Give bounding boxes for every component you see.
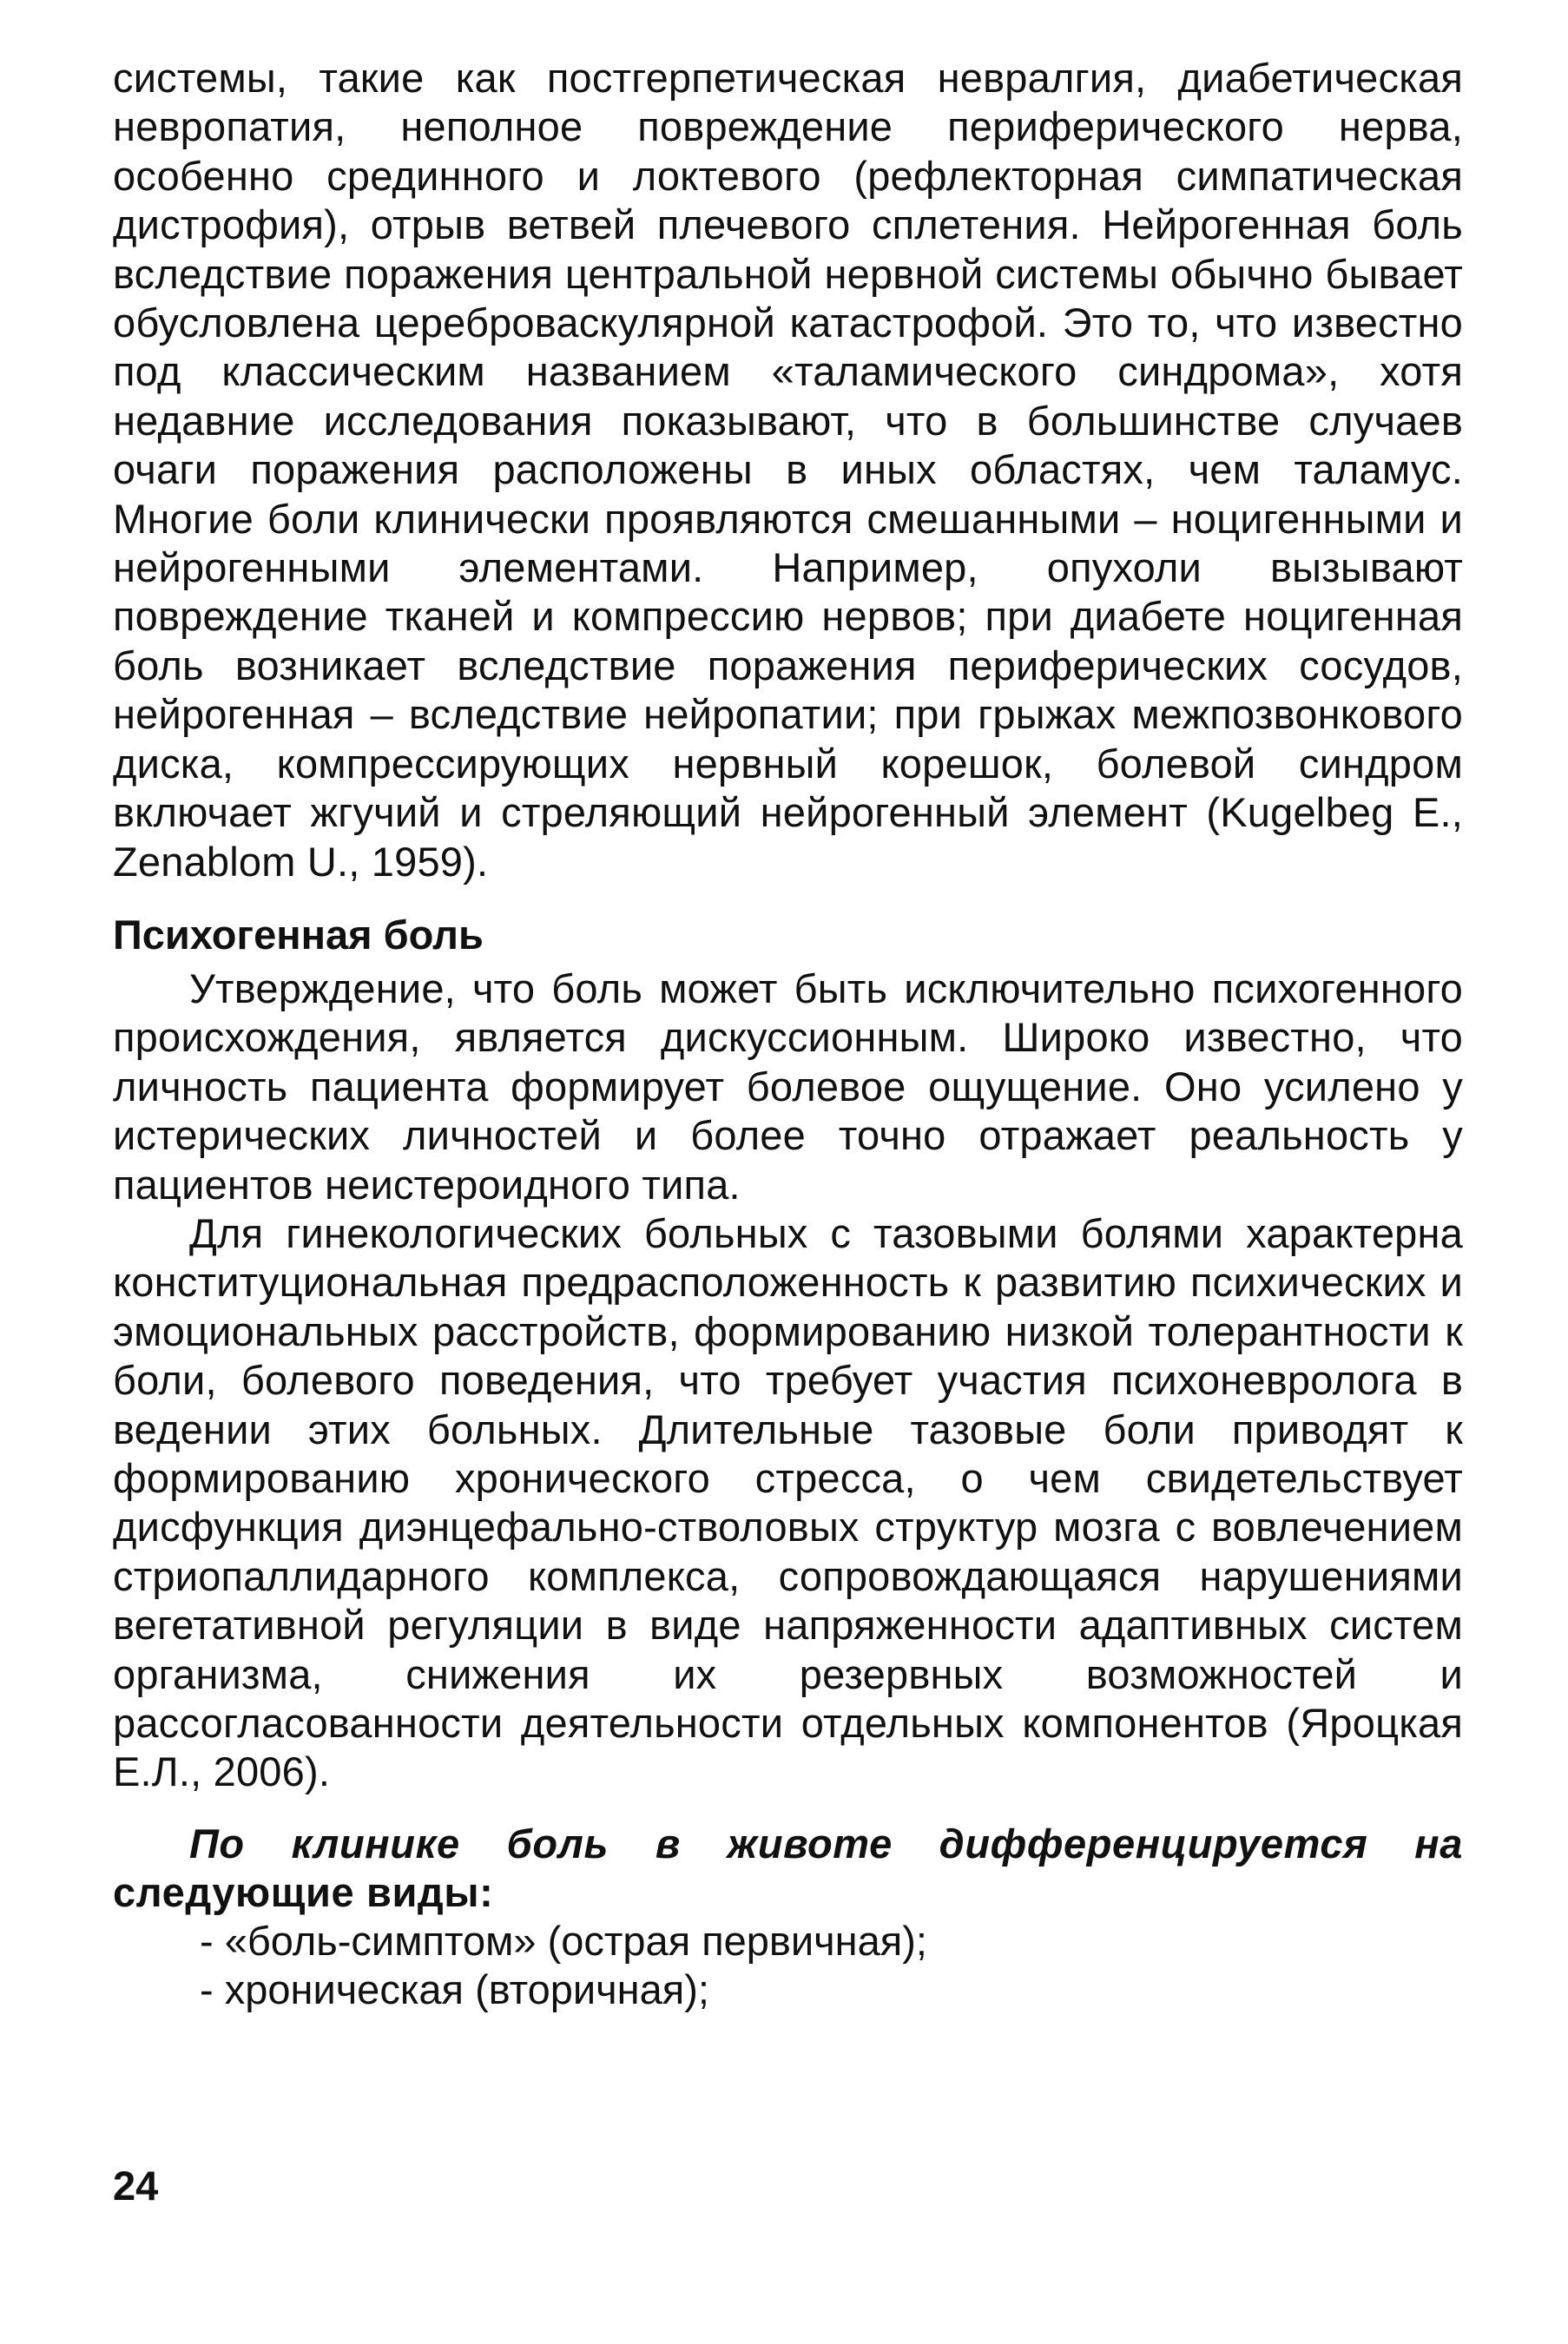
pain-types-list: [113, 1917, 1463, 2015]
paragraph-gynecological-patients: Для гинекологических больных с тазовыми болями характерна конституциональная предрасположенность к развитию психических и эмоциональных расстройств, формированию низкой толерантности к боли, болевого поведения, что требует участия психоневролога в ведении этих больных. Длительные тазовые боли приводят к формированию хронического стресса, о чем свидетельствует дисфункция диэнцефально-стволовых структур мозга с вовлечением стриопаллидарного комплекса, сопровождающаяся нарушениями вегетативной регуляции в виде напряженности адаптивных систем организма, снижения их резервных возможностей и рассогласованности деятельности отдельных компонентов (Яроцкая Е.Л., 2006).: [113, 1209, 1463, 1795]
list-item: - «боль-симптом» (острая первичная);: [200, 1917, 927, 1964]
paragraph-psychogenic-statement: Утверждение, что боль может быть исключительно психогенного происхождения, является дискуссионным. Широко известно, что личность пациента формирует болевое ощущение. Оно усилено у истерических личностей и более точно отражает реальность у пациентов неистероидного типа.: [113, 965, 1463, 1208]
subheading-clinical-classification: [113, 1820, 1463, 1917]
list-item: - хроническая (вторичная);: [200, 1966, 709, 2013]
subheading-italic-part: По клинике боль в животе дифференцируется на: [189, 1820, 1463, 1867]
section-heading-psychogenic-pain: Психогенная боль: [113, 911, 484, 958]
page-body: [113, 54, 1463, 2015]
paragraph-neurogenic-pain: системы, такие как постгерпетическая невралгия, диабетическая невропатия, неполное повреждение периферического нерва, особенно срединного и локтевого (рефлекторная симпатическая дистрофия), отрыв ветвей плечевого сплетения. Нейрогенная боль вследствие поражения центральной нервной системы обычно бывает обусловлена цереброваскулярной катастрофой. Это то, что известно под классическим названием «таламического синдрома», хотя недавние исследования показывают, что в большинстве случаев очаги поражения расположены в иных областях, чем таламус. Многие боли клинически проявляются смешанными – ноцигенными и нейрогенными элементами. Например, опухоли вызывают повреждение тканей и компрессию нервов; при диабете ноцигенная боль возникает вследствие поражения периферических сосудов, нейрогенная – вследствие нейропатии; при грыжах межпозвонкового диска, компрессирующих нервный корешок, болевой синдром включает жгучий и стреляющий нейрогенный элемент (Kugelbeg E., Zenablom U., 1959).: [113, 55, 1463, 885]
subheading-tail-part: следующие виды:: [113, 1868, 494, 1915]
page-number: 24: [113, 2163, 159, 2209]
